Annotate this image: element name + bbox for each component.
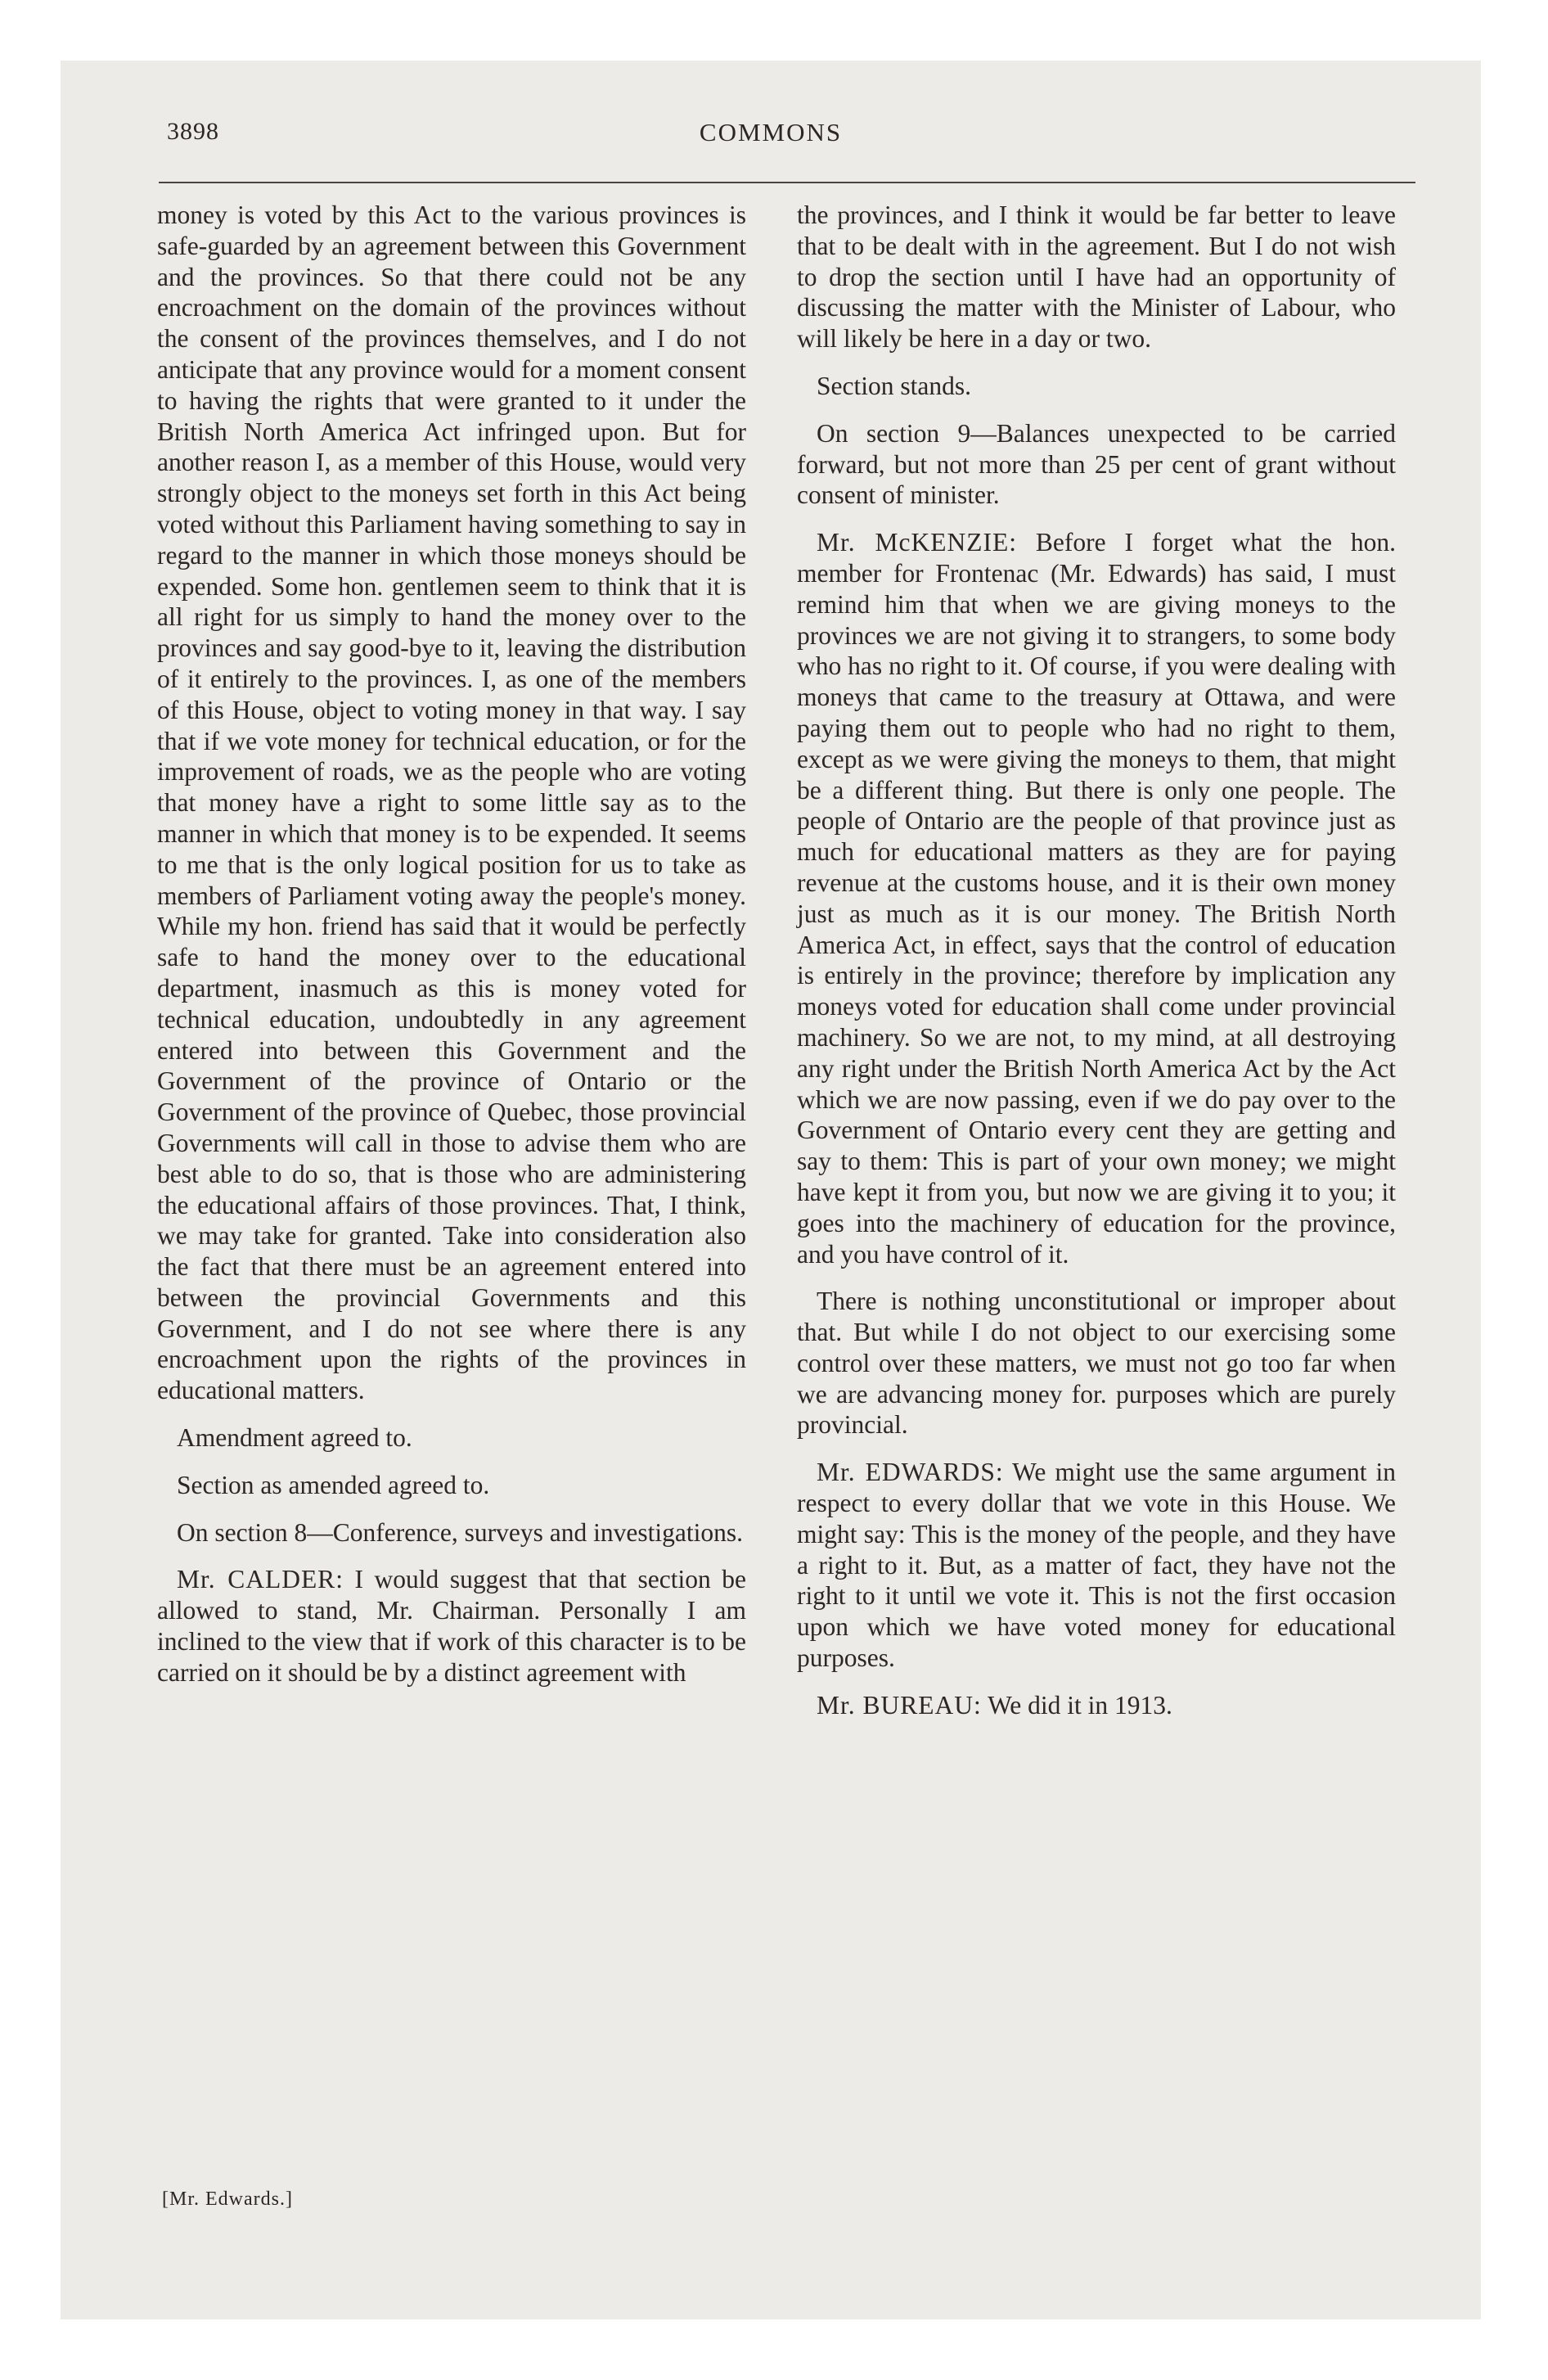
page-number: 3898	[167, 118, 219, 145]
left-paragraph-4: On section 8—Conference, surveys and investigations.	[177, 1517, 743, 1547]
right-paragraph-7-text: We did it in 1913.	[981, 1690, 1172, 1720]
right-column	[797, 200, 1396, 1738]
speaker-calder: Mr. CALDER:	[177, 1565, 344, 1594]
left-column	[157, 200, 746, 1705]
speaker-bureau: Mr. BUREAU:	[817, 1690, 982, 1720]
left-paragraph-1: money is voted by this Act to the various provinces is safe-guarded by an agreement between this Government and the provinces. So that there could not be any encroachment on the domain of the provinces without the consent of the provinces themselves, and I do not anticipate that any province would for a moment consent to having the rights that were granted to it under the British North America Act infringed upon. But for another reason I, as a member of this House, would very strongly object to the moneys set forth in this Act being voted without this Parliament having something to say in regard to the manner in which those moneys should be expended. Some hon. gentlemen seem to think that it is all right for us simply to hand the money over to the provinces and say good-bye to it, leaving the distribution of it entirely to the provinces. I, as one of the members of this House, object to voting money in that way. I say that if we vote money for technical education, or for the improvement of roads, we as the people who are voting that money have a right to some little say as to the manner in which that money is to be expended. It seems to me that is the only logical position for us to take as members of Parliament voting away the people's money. While my hon. friend has said that it would be perfectly safe to hand the money over to the educational department, inasmuch as this is money voted for technical education, undoubtedly in any agreement entered into between this Government and the Government of the province of Ontario or the Government of the province of Quebec, those provincial Governments will call in those to advise them who are best able to do so, that is those who are administering the educational affairs of those provinces. That, I think, we may take for granted. Take into consideration also the fact that there must be an agreement entered into between the provincial Governments and this Government, and I do not see where there is any encroachment upon the rights of the provinces in educational matters.	[157, 201, 746, 1405]
header-rule	[159, 182, 1415, 183]
right-paragraph-4	[797, 527, 1396, 1269]
right-paragraph-5: There is nothing unconstitutional or improper about that. But while I do not object to our exercising some control over these matters, we must not go too far when we are advancing money for. purposes which are purely provincial.	[797, 1287, 1396, 1440]
right-paragraph-6-text: We might use the same argument in respect to every dollar that we vote in this House. We might say: This is the money of the people, and they have a right to it. But, as a matter of fact, they have not the right to it until we vote it. This is not the first occasion upon which we have voted money for educational purposes.	[797, 1458, 1396, 1673]
right-paragraph-2: Section stands.	[817, 371, 971, 400]
right-paragraph-6	[797, 1457, 1396, 1674]
speaker-edwards: Mr. EDWARDS:	[817, 1458, 1004, 1487]
left-paragraph-2: Amendment agreed to.	[177, 1423, 412, 1453]
left-paragraph-5-text: I would suggest that that section be allowed to stand, Mr. Chairman. Personally I am inclined to the view that if work of this character is to be carried on it should be by a distinct agreement with	[157, 1565, 747, 1687]
right-paragraph-1: the provinces, and I think it would be far better to leave that to be dealt with in the agreement. But I do not wish to drop the section until I have had an opportunity of discussing the matter with the Minister of Labour, who will likely be here in a day or two.	[797, 201, 1396, 354]
document-page	[61, 61, 1481, 2319]
speaker-mckenzie: Mr. McKENZIE:	[817, 528, 1017, 557]
right-paragraph-4-text: Before I forget what the hon. member for Frontenac (Mr. Edwards) has said, I must remind him that when we are giving moneys to the provinces we are not giving it to strangers, to some body who has no right to it. Of course, if you were dealing with moneys that came to the treasury at Ottawa, and were paying them out to people who had no right to them, except as we were giving the moneys to them, that might be a different thing. But there is only one people. The people of Ontario are the people of that province just as much for educational matters as they are for paying revenue at the customs house, and it is their own money just as much as it is our money. The British North America Act, in effect, says that the control of education is entirely in the province; therefore by implication any moneys voted for education shall come under provincial machinery. So we are not, to my mind, at all destroying any right under the British North America Act by the Act which we are now passing, even if we do pay over to the Government of Ontario every cent they are getting and say to them: This is part of your own money; we might have kept it from you, but now we are giving it to you; it goes into the machinery of education for the province, and you have control of it.	[797, 528, 1396, 1269]
page-header	[61, 118, 1481, 167]
right-paragraph-3: On section 9—Balances unexpected to be carried forward, but not more than 25 per cent of grant without consent of minister.	[797, 418, 1396, 510]
right-paragraph-7	[797, 1690, 1396, 1721]
left-paragraph-3: Section as amended agreed to.	[177, 1470, 490, 1499]
left-paragraph-5	[157, 1564, 746, 1688]
running-head: COMMONS	[699, 118, 843, 146]
footer-note: [Mr. Edwards.]	[162, 2188, 293, 2210]
